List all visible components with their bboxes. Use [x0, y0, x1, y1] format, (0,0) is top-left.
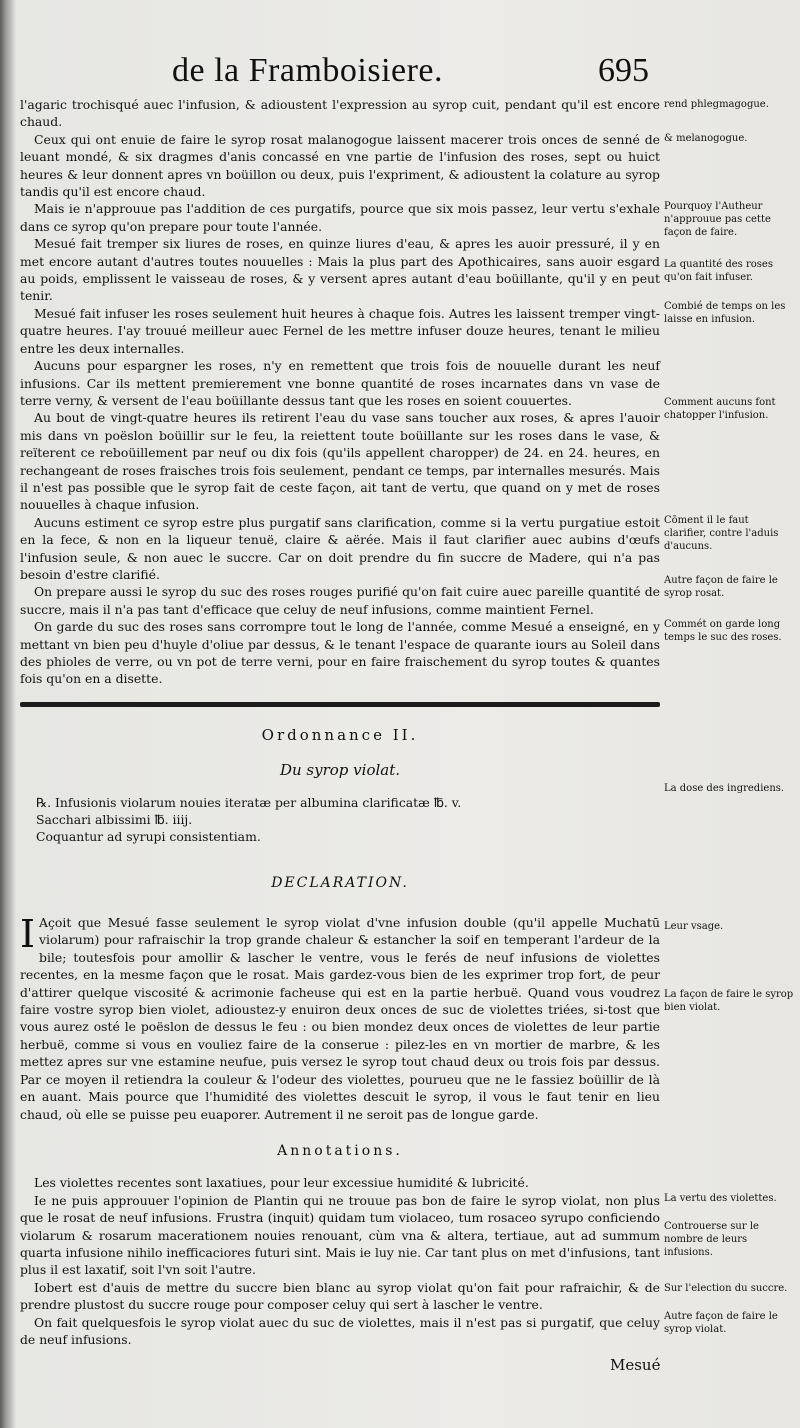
margin-note: Autre façon de faire le syrop violat.: [664, 1311, 778, 1335]
annotation-paragraph: Iobert est d'auis de mettre du succre bien blanc au syrop violat qu'on fait pour rafraichir, & de prendre plustost du succre rouge pour composer celuy qui sert à lascher le ventre.: [20, 1279, 660, 1313]
catchword: Mesué: [610, 1356, 661, 1374]
margin-note: Controuerse sur le nombre de leurs infusions.: [664, 1221, 759, 1258]
paragraph: On garde du suc des roses sans corrompre tout le long de l'année, comme Mesué a enseigné, en y mettant vn bien peu d'huyle d'oliue par dessus, & le tenant l'espace de quarante iours au Soleil dans des phioles de verre, ou vn pot de terre verni, pour en faire fraischement du syrop toutes & quantes fois qu'on en a disette.: [20, 619, 660, 687]
annotations-heading: Annotations.: [277, 1142, 403, 1159]
paragraph: On prepare aussi le syrop du suc des roses rouges purifié qu'on fait cuire auec pareille quantité de succre, mais il n'a pas tant d'efficace que celuy de neuf infusions, comme maintient Fernel.: [20, 584, 660, 617]
annotation-paragraph: On fait quelquesfois le syrop violat auec du suc de violettes, mais il n'est pas si purgatif, que celuy de neuf infusions.: [20, 1314, 660, 1347]
declaration-heading: DECLARATION.: [271, 874, 409, 891]
paragraph: Aucuns pour espargner les roses, n'y en remettent que trois fois de nouuelle durant les neuf infusions. Car ils mettent premierement vne bonne quantité de roses incarnates dans vn vase de terre verny, & versent de l'eau boüillante dessus tant que les roses en soient couuertes.: [20, 358, 660, 408]
recipe-block: [20, 794, 660, 845]
margin-note: & melanogogue.: [664, 133, 748, 144]
ordonnance-heading: Ordonnance II.: [261, 725, 419, 744]
paragraph: Ceux qui ont enuie de faire le syrop rosat malanogogue laissent macerer trois onces de senné de leuant mondé, & six dragmes d'anis concassé en vne partie de l'infusion des roses, sept ou huict heures & leur donnent apres vn boüillon ou deux, puis l'expriment, & adioustent la colature au syrop tandis qu'il est encore chaud.: [20, 131, 660, 200]
margin-note: Combié de temps on les laisse en infusion.: [664, 301, 786, 325]
recipe-line: Coquantur ad syrupi consistentiam.: [36, 828, 261, 844]
margin-note: La vertu des violettes.: [664, 1193, 777, 1204]
running-title: de la Framboisiere.: [172, 52, 444, 89]
paragraph: Mesué fait tremper six liures de roses, en quinze liures d'eau, & apres les auoir pressuré, il y en met encore autant d'autres toutes nouuelles : Mais la plus part des Apothicaires, sans auoir esgard au poids, emplissent le vaisseau de roses, & y versent apres autant d'eau boüillante, qu'il y en peut tenir.: [20, 236, 660, 304]
paragraph: Mais ie n'approuue pas l'addition de ces purgatifs, pource que six mois passez, leur vertu s'exhale dans ce syrop qu'on prepare pour toute l'année.: [20, 201, 660, 234]
margin-note: Sur l'election du succre.: [664, 1283, 788, 1294]
recipe-line: ℞. Infusionis violarum nouies iteratæ per albumina clarificatæ ℔. v.: [36, 794, 462, 810]
margin-note: La dose des ingrediens.: [664, 783, 785, 794]
declaration-text: Açoit que Mesué fasse seulement le syrop violat d'vne infusion double (qu'il appelle Muchatū violarum) pour rafraischir la trop grande chaleur & estancher la soif en temperant l'ardeur de la bile; toutesfois pour amollir & lascher le ventre, vous le ferés de neuf infusions de violettes recentes, en la mesme façon que le rosat. Mais gardez-vous bien de les exprimer trop fort, de peur d'attirer quelque viscosité & acrimonie facheuse qui est en la partie herbuë. Quand vous voudrez faire vostre syrop bien violet, adioustez-y enuiron deux onces de suc de violettes triées, si-tost que vous aurez osté le poëslon de dessus le feu : ou bien mondez deux onces de violettes de leur partie herbuë, comme si vous en vouliez faire de la conserue : pilez-les en vn mortier de marbre, & les mettez apres sur vne estamine neufue, puis versez le syrop tout chaud deux ou trois fois par dessus. Par ce moyen il retiendra la couleur & l'odeur des violettes, pourueu que ne le fassiez boüillir de là en auant. Mais pource que l'humidité des violettes descuit le syrop, il vous le faut tenir en lieu chaud, où elle se puisse peu euaporer. Autrement il ne seroit pas de longue garde.: [20, 915, 660, 1122]
main-text-column: [20, 96, 660, 1348]
paragraph: l'agaric trochisqué auec l'infusion, & adioustent l'expression au syrop cuit, pendant qu'il est encore chaud.: [20, 97, 660, 130]
page-number: 695: [598, 52, 649, 89]
paragraph: Au bout de vingt-quatre heures ils retirent l'eau du vase sans toucher aux roses, & apres l'auoir mis dans vn poëslon boüillir sur le feu, la reiettent toute boüillante sur les roses dans le vase, & reïterent ce reboüillement par neuf ou dix fois (qu'ils appellent charopper) de 24. en 24. heures, en rechangeant de roses fraisches trois fois seulement, pendant ce temps, par internalles mesurés. Mais il n'est pas possible que le syrop fait de ceste façon, ait tant de vertu, que quand on y met de roses nouuelles à chaque infusion.: [20, 410, 660, 513]
annotation-paragraph: Les violettes recentes sont laxatiues, pour leur excessiue humidité & lubricité.: [34, 1175, 529, 1191]
margin-note: La façon de faire le syrop bien violat.: [664, 989, 794, 1013]
declaration-paragraph: [20, 914, 660, 1123]
margin-note: Autre façon de faire le syrop rosat.: [664, 575, 778, 599]
section-divider: [20, 702, 660, 707]
ordonnance-subtitle: Du syrop violat.: [279, 761, 401, 780]
paragraph: Aucuns estiment ce syrop estre plus purgatif sans clarification, comme si la vertu purgatiue estoit en la fece, & non en la liqueur tenuë, claire & aërée. Mais il faut clarifier auec aubins d'œufs l'infusion seule, & non auec le succre. Car on doit prendre du fin succre de Madere, qui n'a pas besoin d'estre clarifié.: [20, 514, 660, 582]
margin-note: La quantité des roses qu'on fait infuser.: [664, 259, 773, 283]
margin-note: Comment aucuns font chatopper l'infusion.: [664, 397, 776, 421]
annotation-paragraph: Ie ne puis approuuer l'opinion de Plantin qui ne trouue pas bon de faire le syrop violat, non plus que le rosat de neuf infusions. Frustra (inquit) quidam tum violaceo, tum rosaceo syrupo conficiendo violarum & rosarum macerationem nouies renouant, cùm vna & altera, tertiaue, aut ad summum quarta infusione nihilo inefficaciores futuri sint. Mais ie luy nie. Car tant plus on met d'infusions, tant plus il est laxatif, soit l'vn soit l'autre.: [20, 1192, 660, 1278]
margin-note: Commét on garde long temps le suc des roses.: [664, 619, 782, 643]
paragraph: Mesué fait infuser les roses seulement huit heures à chaque fois. Autres les laissent tremper vingt-quatre heures. I'ay trouué meilleur auec Fernel de les mettre infuser douze heures, tenant le milieu entre les deux internalles.: [20, 305, 660, 356]
recipe-line: Sacchari albissimi ℔. iiij.: [36, 811, 193, 827]
margin-note: rend phlegmagogue.: [664, 99, 769, 110]
margin-note: Pourquoy l'Autheur n'approuue pas cette façon de faire.: [664, 201, 771, 238]
margin-note: Cōment il le faut clarifier, contre l'aduis d'aucuns.: [664, 515, 779, 552]
drop-cap: I: [20, 912, 36, 957]
margin-note: Leur vsage.: [664, 921, 724, 932]
